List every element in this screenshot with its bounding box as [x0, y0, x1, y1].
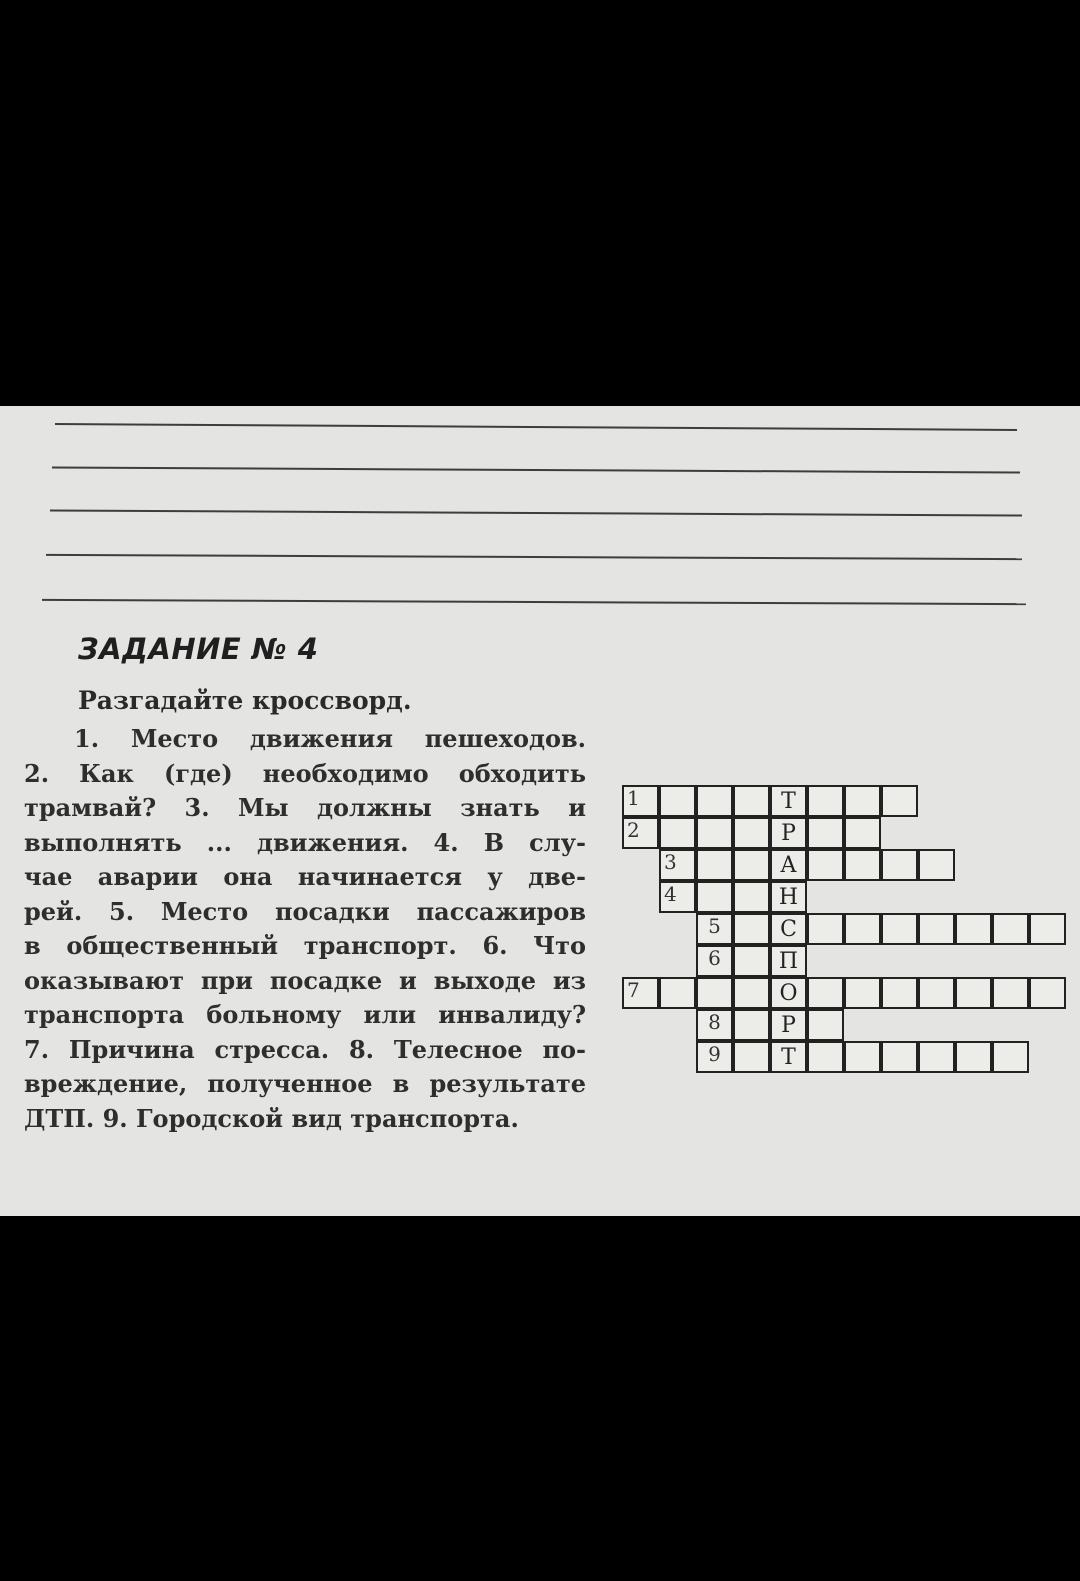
answer-cell[interactable] [696, 977, 733, 1009]
answer-cell[interactable] [844, 1041, 881, 1073]
answer-cell[interactable] [881, 1041, 918, 1073]
clues-text [24, 722, 586, 1136]
clue-number: 8 [708, 1010, 721, 1034]
answer-cell[interactable] [955, 977, 992, 1009]
clue-number: 2 [627, 818, 640, 842]
keyword-cell[interactable]: С [770, 913, 807, 945]
clue-number: 3 [664, 850, 677, 874]
answer-cell[interactable] [807, 817, 844, 849]
answer-cell[interactable] [881, 849, 918, 881]
answer-cell[interactable] [659, 977, 696, 1009]
answer-cell[interactable] [659, 785, 696, 817]
answer-cell[interactable] [844, 817, 881, 849]
answer-cell[interactable] [955, 1041, 992, 1073]
answer-cell[interactable] [807, 785, 844, 817]
clue-number-cell[interactable] [659, 881, 696, 913]
clue-line: трамвай? 3. Мы должны знать и [24, 793, 586, 822]
answer-cell[interactable] [733, 977, 770, 1009]
keyword-cell[interactable]: Н [770, 881, 807, 913]
answer-cell[interactable] [733, 785, 770, 817]
answer-cell[interactable] [807, 1041, 844, 1073]
answer-cell[interactable] [918, 1041, 955, 1073]
task-title: ЗАДАНИЕ № 4 [78, 632, 319, 666]
answer-cell[interactable] [881, 977, 918, 1009]
clue-number: 9 [708, 1042, 721, 1066]
task-instruction: Разгадайте кроссворд. [78, 686, 412, 715]
answer-cell[interactable] [659, 817, 696, 849]
answer-cell[interactable] [696, 881, 733, 913]
clue-line: 2. Как (где) необходимо обходить [24, 758, 586, 788]
answer-cell[interactable] [807, 849, 844, 881]
answer-cell[interactable] [992, 977, 1029, 1009]
answer-cell[interactable] [733, 945, 770, 977]
clue-number: 4 [664, 882, 677, 906]
answer-cell[interactable] [844, 977, 881, 1009]
clue-number: 5 [708, 914, 721, 938]
clue-number: 6 [708, 946, 721, 970]
answer-line [52, 466, 1020, 473]
answer-line [42, 599, 1026, 605]
keyword-cell[interactable]: Т [770, 1041, 807, 1073]
clue-number-cell[interactable] [696, 945, 733, 977]
answer-cell[interactable] [733, 849, 770, 881]
clue-number-cell[interactable] [659, 849, 696, 881]
keyword-cell[interactable]: О [770, 977, 807, 1009]
clue-number-cell[interactable] [696, 913, 733, 945]
answer-cell[interactable] [992, 913, 1029, 945]
answer-line [46, 554, 1022, 560]
answer-cell[interactable] [918, 849, 955, 881]
answer-cell[interactable] [992, 1041, 1029, 1073]
answer-cell[interactable] [844, 913, 881, 945]
answer-cell[interactable] [1029, 977, 1066, 1009]
answer-line [55, 423, 1017, 431]
keyword-cell[interactable]: Т [770, 785, 807, 817]
keyword-cell[interactable]: Р [770, 817, 807, 849]
answer-cell[interactable] [1029, 913, 1066, 945]
clue-number-cell[interactable] [622, 977, 659, 1009]
answer-line [50, 509, 1022, 516]
workbook-page [0, 406, 1080, 1216]
clue-line: транспорта больному или инвалиду? [24, 1000, 586, 1029]
clue-line: рей. 5. Место посадки пассажиров [24, 896, 586, 926]
answer-cell[interactable] [696, 785, 733, 817]
answer-cell[interactable] [696, 817, 733, 849]
answer-cell[interactable] [733, 817, 770, 849]
answer-cell[interactable] [844, 785, 881, 817]
answer-cell[interactable] [955, 913, 992, 945]
clue-line: 1. Место движения пешеходов. [74, 724, 586, 753]
clue-line: в общественный транспорт. 6. Что [24, 931, 586, 960]
answer-cell[interactable] [844, 849, 881, 881]
answer-cell[interactable] [918, 913, 955, 945]
keyword-cell[interactable]: П [770, 945, 807, 977]
keyword-cell[interactable]: А [770, 849, 807, 881]
clue-number-cell[interactable] [622, 785, 659, 817]
clue-line: 7. Причина стресса. 8. Телесное по- [24, 1034, 586, 1064]
answer-cell[interactable] [881, 785, 918, 817]
answer-cell[interactable] [807, 913, 844, 945]
answer-cell[interactable] [733, 881, 770, 913]
answer-cell[interactable] [733, 1041, 770, 1073]
clue-line: выполнять ... движения. 4. В слу- [24, 827, 586, 857]
clue-number-cell[interactable] [696, 1009, 733, 1041]
answer-cell[interactable] [918, 977, 955, 1009]
clue-line: вреждение, полученное в результате [24, 1069, 586, 1098]
clue-number: 7 [627, 978, 640, 1002]
answer-cell[interactable] [807, 977, 844, 1009]
clue-number-cell[interactable] [696, 1041, 733, 1073]
clue-number: 1 [627, 786, 640, 810]
answer-cell[interactable] [807, 1009, 844, 1041]
clue-line: ДТП. 9. Городской вид транспорта. [24, 1103, 519, 1133]
clue-number-cell[interactable] [622, 817, 659, 849]
keyword-cell[interactable]: Р [770, 1009, 807, 1041]
answer-cell[interactable] [733, 913, 770, 945]
answer-cell[interactable] [733, 1009, 770, 1041]
answer-cell[interactable] [881, 913, 918, 945]
clue-line: чае аварии она начинается у две- [24, 862, 586, 891]
answer-cell[interactable] [696, 849, 733, 881]
clue-line: оказывают при посадке и выходе из [24, 965, 586, 995]
